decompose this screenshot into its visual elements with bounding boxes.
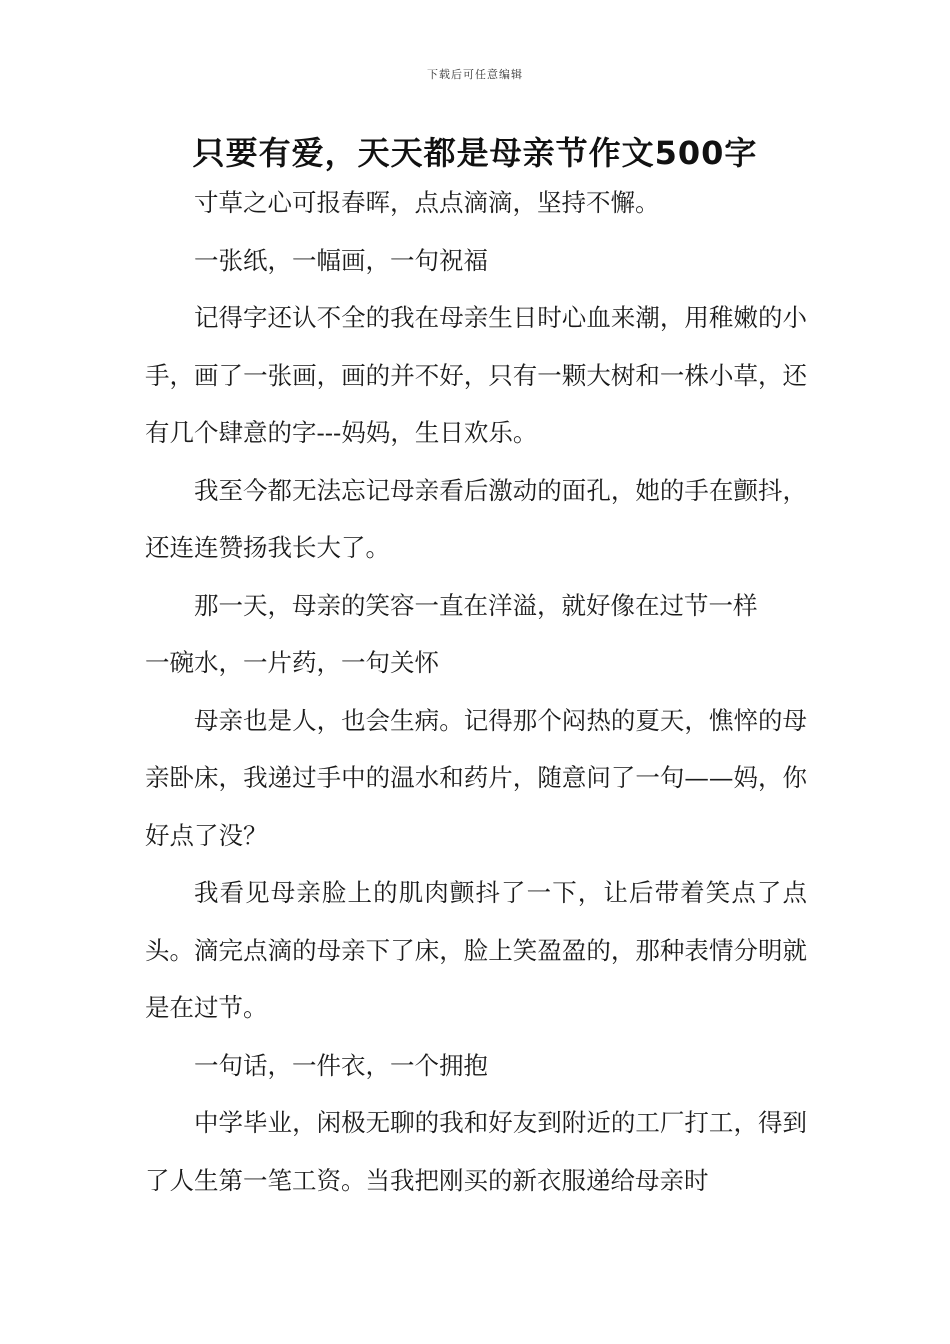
- paragraph: 一张纸，一幅画，一句祝福: [194, 245, 488, 275]
- paragraph: 母亲也是人，也会生病。记得那个闷热的夏天，憔悴的母亲卧床，我递过手中的温水和药片，随意问了一句——妈，你好点了没？: [145, 705, 807, 850]
- paragraph: 我至今都无法忘记母亲看后激动的面孔，她的手在颤抖，还连连赞扬我长大了。: [145, 475, 807, 562]
- paragraph: 一碗水，一片药，一句关怀: [145, 648, 439, 677]
- paragraph: 我看见母亲脸上的肌肉颤抖了一下，让后带着笑点了点头。滴完点滴的母亲下了床，脸上笑盈盈的，那种表情分明就是在过节。: [145, 878, 807, 1022]
- paragraph: 中学毕业，闲极无聊的我和好友到附近的工厂打工，得到了人生第一笔工资。当我把刚买的新衣服递给母亲时: [145, 1108, 807, 1195]
- paragraph: 那一天，母亲的笑容一直在洋溢，就好像在过节一样: [194, 590, 758, 620]
- paragraph: 记得字还认不全的我在母亲生日时心血来潮，用稚嫩的小手，画了一张画，画的并不好，只有一颗大树和一株小草，还有几个肆意的字---妈妈，生日欢乐。: [145, 303, 807, 447]
- paragraph: 寸草之心可报春晖，点点滴滴，坚持不懈。: [194, 188, 660, 217]
- document-body: [145, 174, 807, 1209]
- header-note: 下载后可任意编辑: [427, 68, 523, 81]
- paragraph: 一句话，一件衣，一个拥抱: [194, 1050, 488, 1080]
- document-title: 只要有爱，天天都是母亲节作文500字: [192, 134, 758, 172]
